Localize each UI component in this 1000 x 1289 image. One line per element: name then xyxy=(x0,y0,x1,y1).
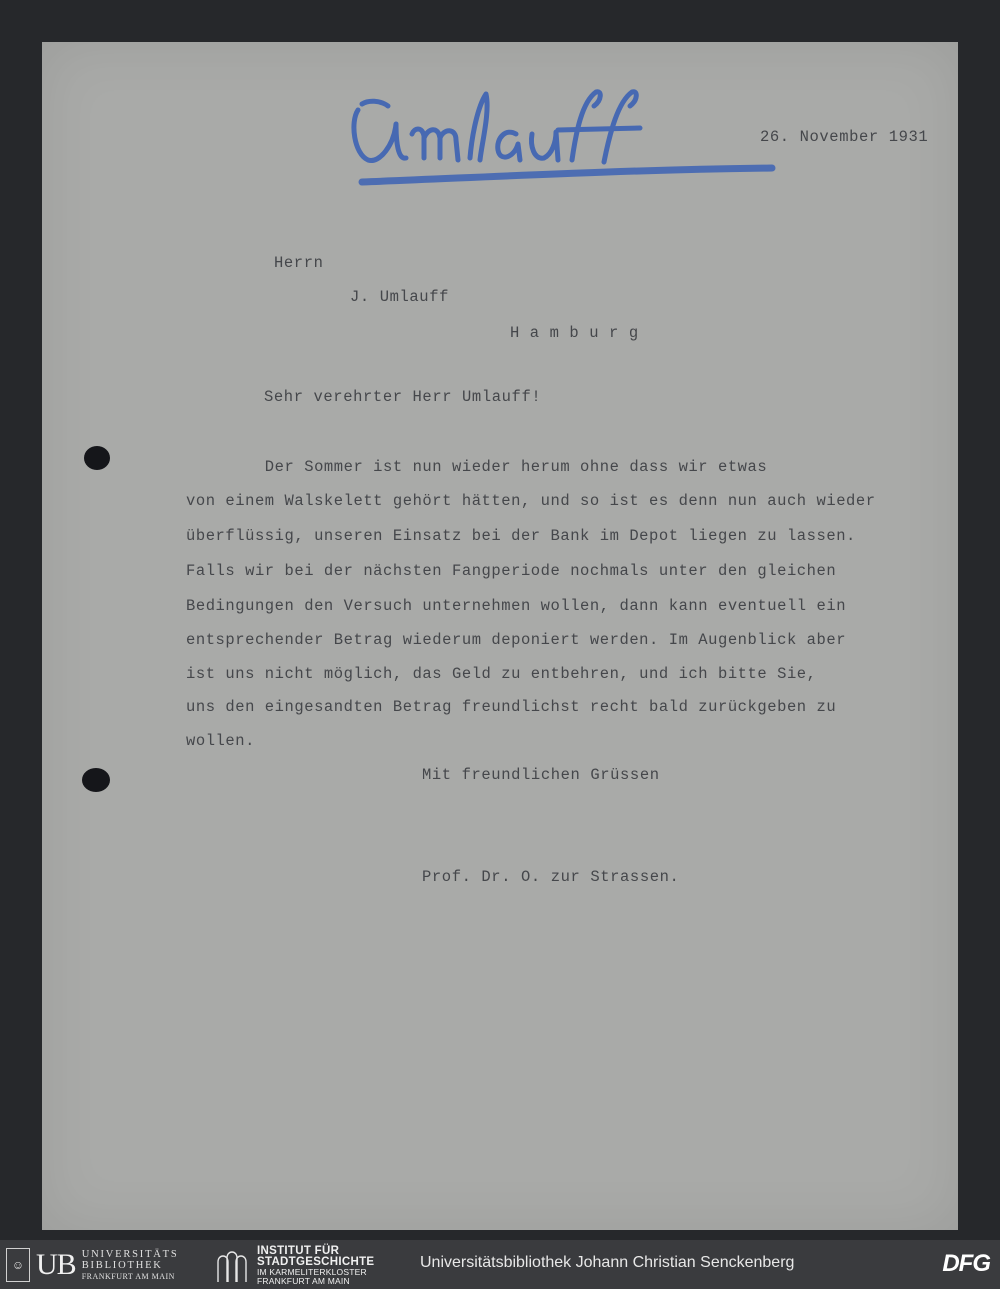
recipient-name: J. Umlauff xyxy=(350,288,450,306)
ub-name-line2: BIBLIOTHEK xyxy=(81,1259,163,1271)
footer-title[interactable]: Universitätsbibliothek Johann Christian Senckenberg xyxy=(420,1254,795,1271)
body-line: von einem Walskelett gehört hätten, und so ist es denn nun auch wieder xyxy=(186,492,876,510)
senckenberg-portrait-icon: ☺ xyxy=(6,1248,30,1282)
body-line: entsprechender Betrag wiederum deponiert werden. Im Augenblick aber xyxy=(186,631,847,649)
handwritten-annotation xyxy=(310,82,790,192)
ub-logo[interactable] xyxy=(6,1248,179,1282)
isg-line4: FRANKFURT AM MAIN xyxy=(257,1276,350,1286)
recipient-title: Herrn xyxy=(274,254,324,272)
ub-name-line1: UNIVERSITÄTS xyxy=(81,1248,179,1260)
punch-hole-bottom xyxy=(82,768,110,792)
isg-line1: INSTITUT FÜR xyxy=(257,1245,340,1257)
greeting: Sehr verehrter Herr Umlauff! xyxy=(264,388,542,406)
body-line: ist uns nicht möglich, das Geld zu entbehren, und ich bitte Sie, xyxy=(186,665,817,683)
body-line: uns den eingesandten Betrag freundlichst recht bald zurückgeben zu xyxy=(186,698,837,716)
isg-line3: IM KARMELITERKLOSTER xyxy=(257,1267,367,1277)
ub-name-line3: FRANKFURT AM MAIN xyxy=(81,1271,175,1281)
letter-date: 26. November 1931 xyxy=(760,128,929,146)
punch-hole-top xyxy=(84,446,110,470)
body-line: wollen. xyxy=(186,732,255,750)
ub-name xyxy=(82,1249,179,1282)
dfg-logo[interactable]: DFG xyxy=(942,1250,990,1277)
isg-logo[interactable] xyxy=(215,1246,374,1286)
body-line: Der Sommer ist nun wieder herum ohne dass wir etwas xyxy=(186,458,768,476)
isg-text xyxy=(257,1246,374,1286)
recipient-city: H a m b u r g xyxy=(510,324,639,342)
body-line: überflüssig, unseren Einsatz bei der Bank im Depot liegen zu lassen. xyxy=(186,527,856,545)
body-line: Falls wir bei der nächsten Fangperiode nochmals unter den gleichen xyxy=(186,562,837,580)
closing: Mit freundlichen Grüssen xyxy=(422,766,660,784)
ub-letters: UB xyxy=(36,1248,76,1281)
signature: Prof. Dr. O. zur Strassen. xyxy=(422,868,680,886)
cloister-arches-icon xyxy=(215,1248,249,1284)
body-line: Bedingungen den Versuch unternehmen wollen, dann kann eventuell ein xyxy=(186,597,847,615)
isg-line2: STADTGESCHICHTE xyxy=(257,1256,375,1268)
letter-page xyxy=(42,42,958,1230)
footer-bar xyxy=(0,1240,1000,1289)
